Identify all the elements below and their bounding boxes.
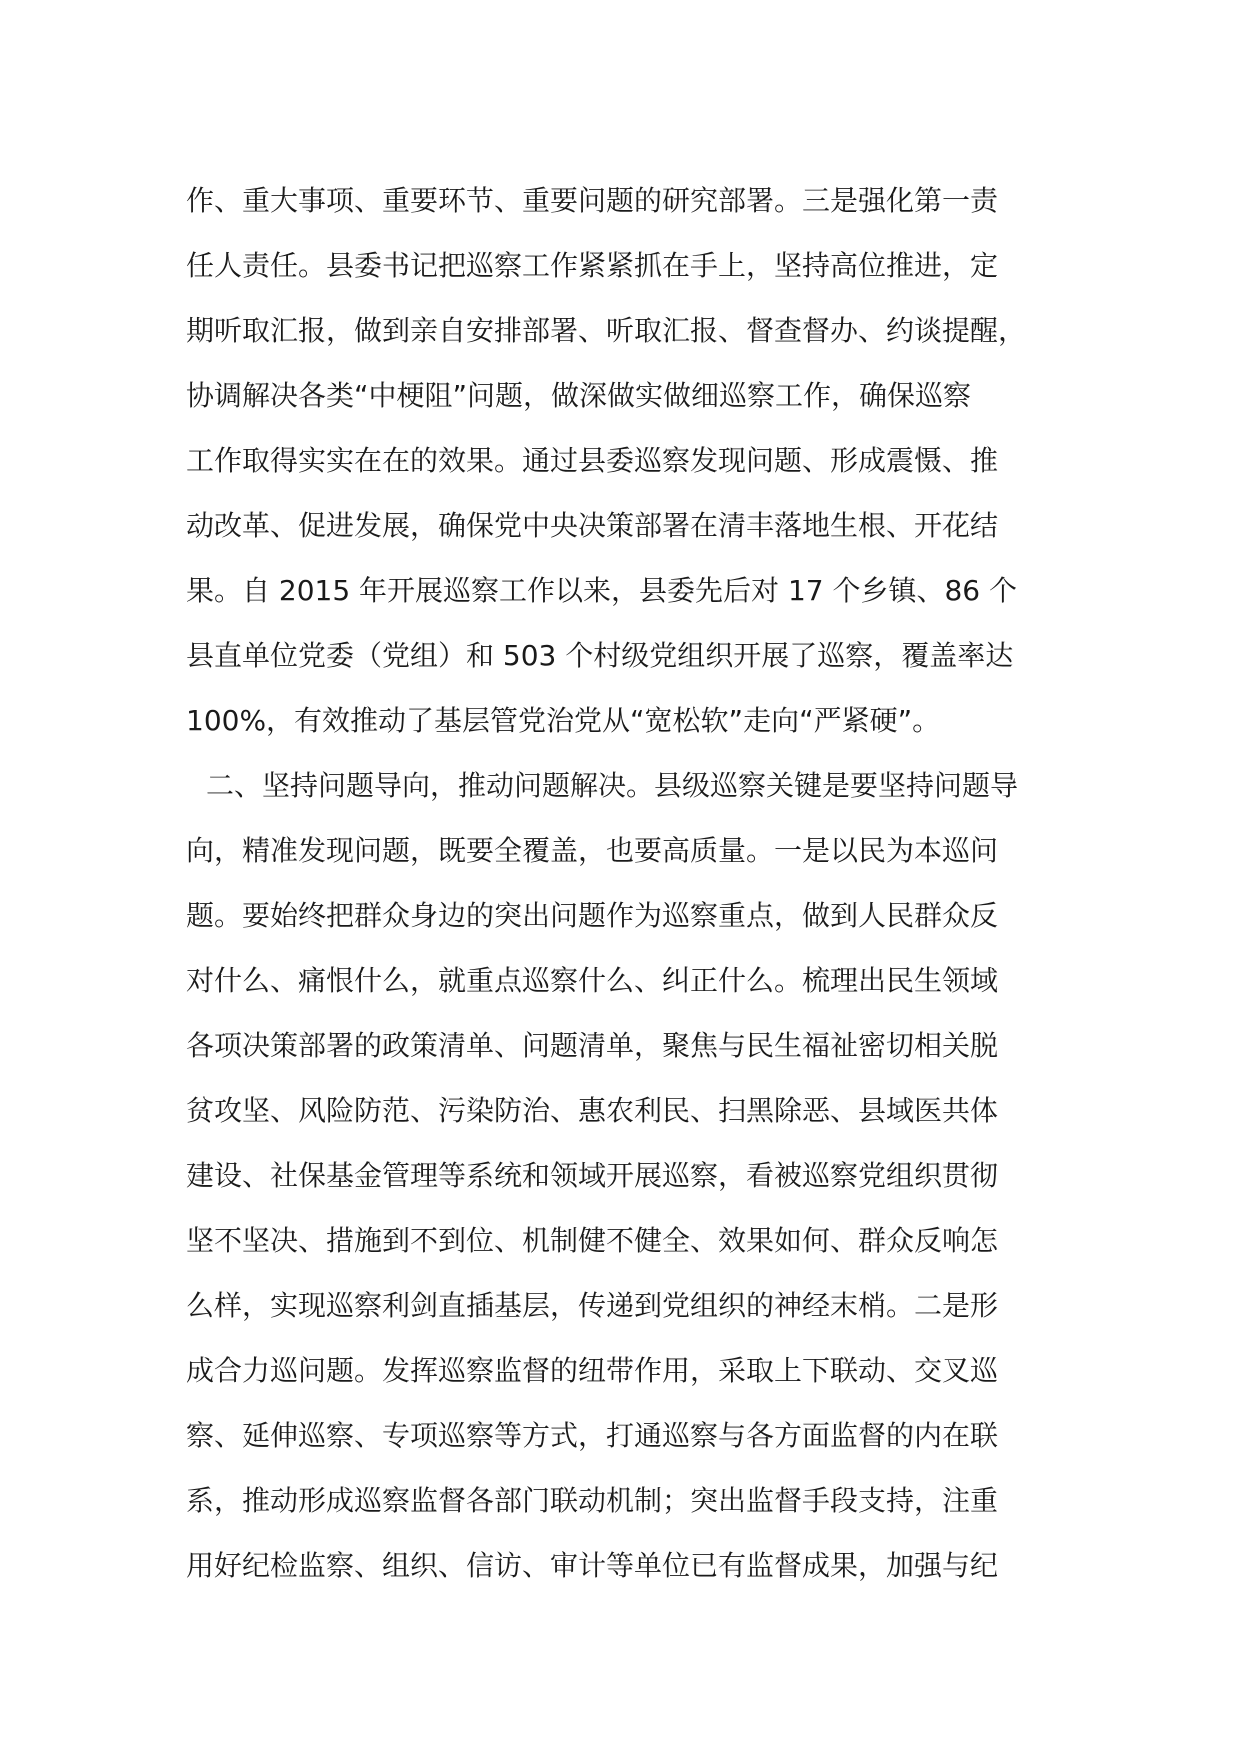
text-line: 坚不坚决、措施到不到位、机制健不健全、效果如何、群众反响怎 xyxy=(186,1224,999,1257)
section-heading-line: 二、坚持问题导向，推动问题解决。县级巡察关键是要坚持问题导 xyxy=(206,769,1019,802)
text-line: 100%，有效推动了基层管党治党从“宽松软”走向“严紧硬”。 xyxy=(186,704,941,737)
text-line: 作、重大事项、重要环节、重要问题的研究部署。三是强化第一责 xyxy=(186,184,999,217)
text-line: 协调解决各类“中梗阻”问题，做深做实做细巡察工作，确保巡察 xyxy=(186,379,972,412)
text-line: 建设、社保基金管理等系统和领域开展巡察，看被巡察党组织贯彻 xyxy=(186,1159,999,1192)
text-line: 动改革、促进发展，确保党中央决策部署在清丰落地生根、开花结 xyxy=(186,509,999,542)
text-line: 系，推动形成巡察监督各部门联动机制；突出监督手段支持，注重 xyxy=(186,1484,999,1517)
body-text xyxy=(186,168,1066,1598)
text-line: 期听取汇报，做到亲自安排部署、听取汇报、督查督办、约谈提醒， xyxy=(186,314,1027,347)
text-line: 题。要始终把群众身边的突出问题作为巡察重点，做到人民群众反 xyxy=(186,899,999,932)
text-line: 贫攻坚、风险防范、污染防治、惠农利民、扫黑除恶、县域医共体 xyxy=(186,1094,999,1127)
text-line: 果。自 2015 年开展巡察工作以来，县委先后对 17 个乡镇、86 个 xyxy=(186,574,1018,607)
text-line: 工作取得实实在在的效果。通过县委巡察发现问题、形成震慑、推 xyxy=(186,444,999,477)
text-line: 向，精准发现问题，既要全覆盖，也要高质量。一是以民为本巡问 xyxy=(186,834,999,867)
text-line: 用好纪检监察、组织、信访、审计等单位已有监督成果，加强与纪 xyxy=(186,1549,999,1582)
text-line: 任人责任。县委书记把巡察工作紧紧抓在手上，坚持高位推进，定 xyxy=(186,249,999,282)
text-line: 各项决策部署的政策清单、问题清单，聚焦与民生福祉密切相关脱 xyxy=(186,1029,999,1062)
text-line: 成合力巡问题。发挥巡察监督的纽带作用，采取上下联动、交叉巡 xyxy=(186,1354,999,1387)
text-line: 县直单位党委（党组）和 503 个村级党组织开展了巡察，覆盖率达 xyxy=(186,639,1014,672)
text-line: 察、延伸巡察、专项巡察等方式，打通巡察与各方面监督的内在联 xyxy=(186,1419,999,1452)
text-line: 么样，实现巡察利剑直插基层，传递到党组织的神经末梢。二是形 xyxy=(186,1289,999,1322)
text-line: 对什么、痛恨什么，就重点巡察什么、纠正什么。梳理出民生领域 xyxy=(186,964,999,997)
